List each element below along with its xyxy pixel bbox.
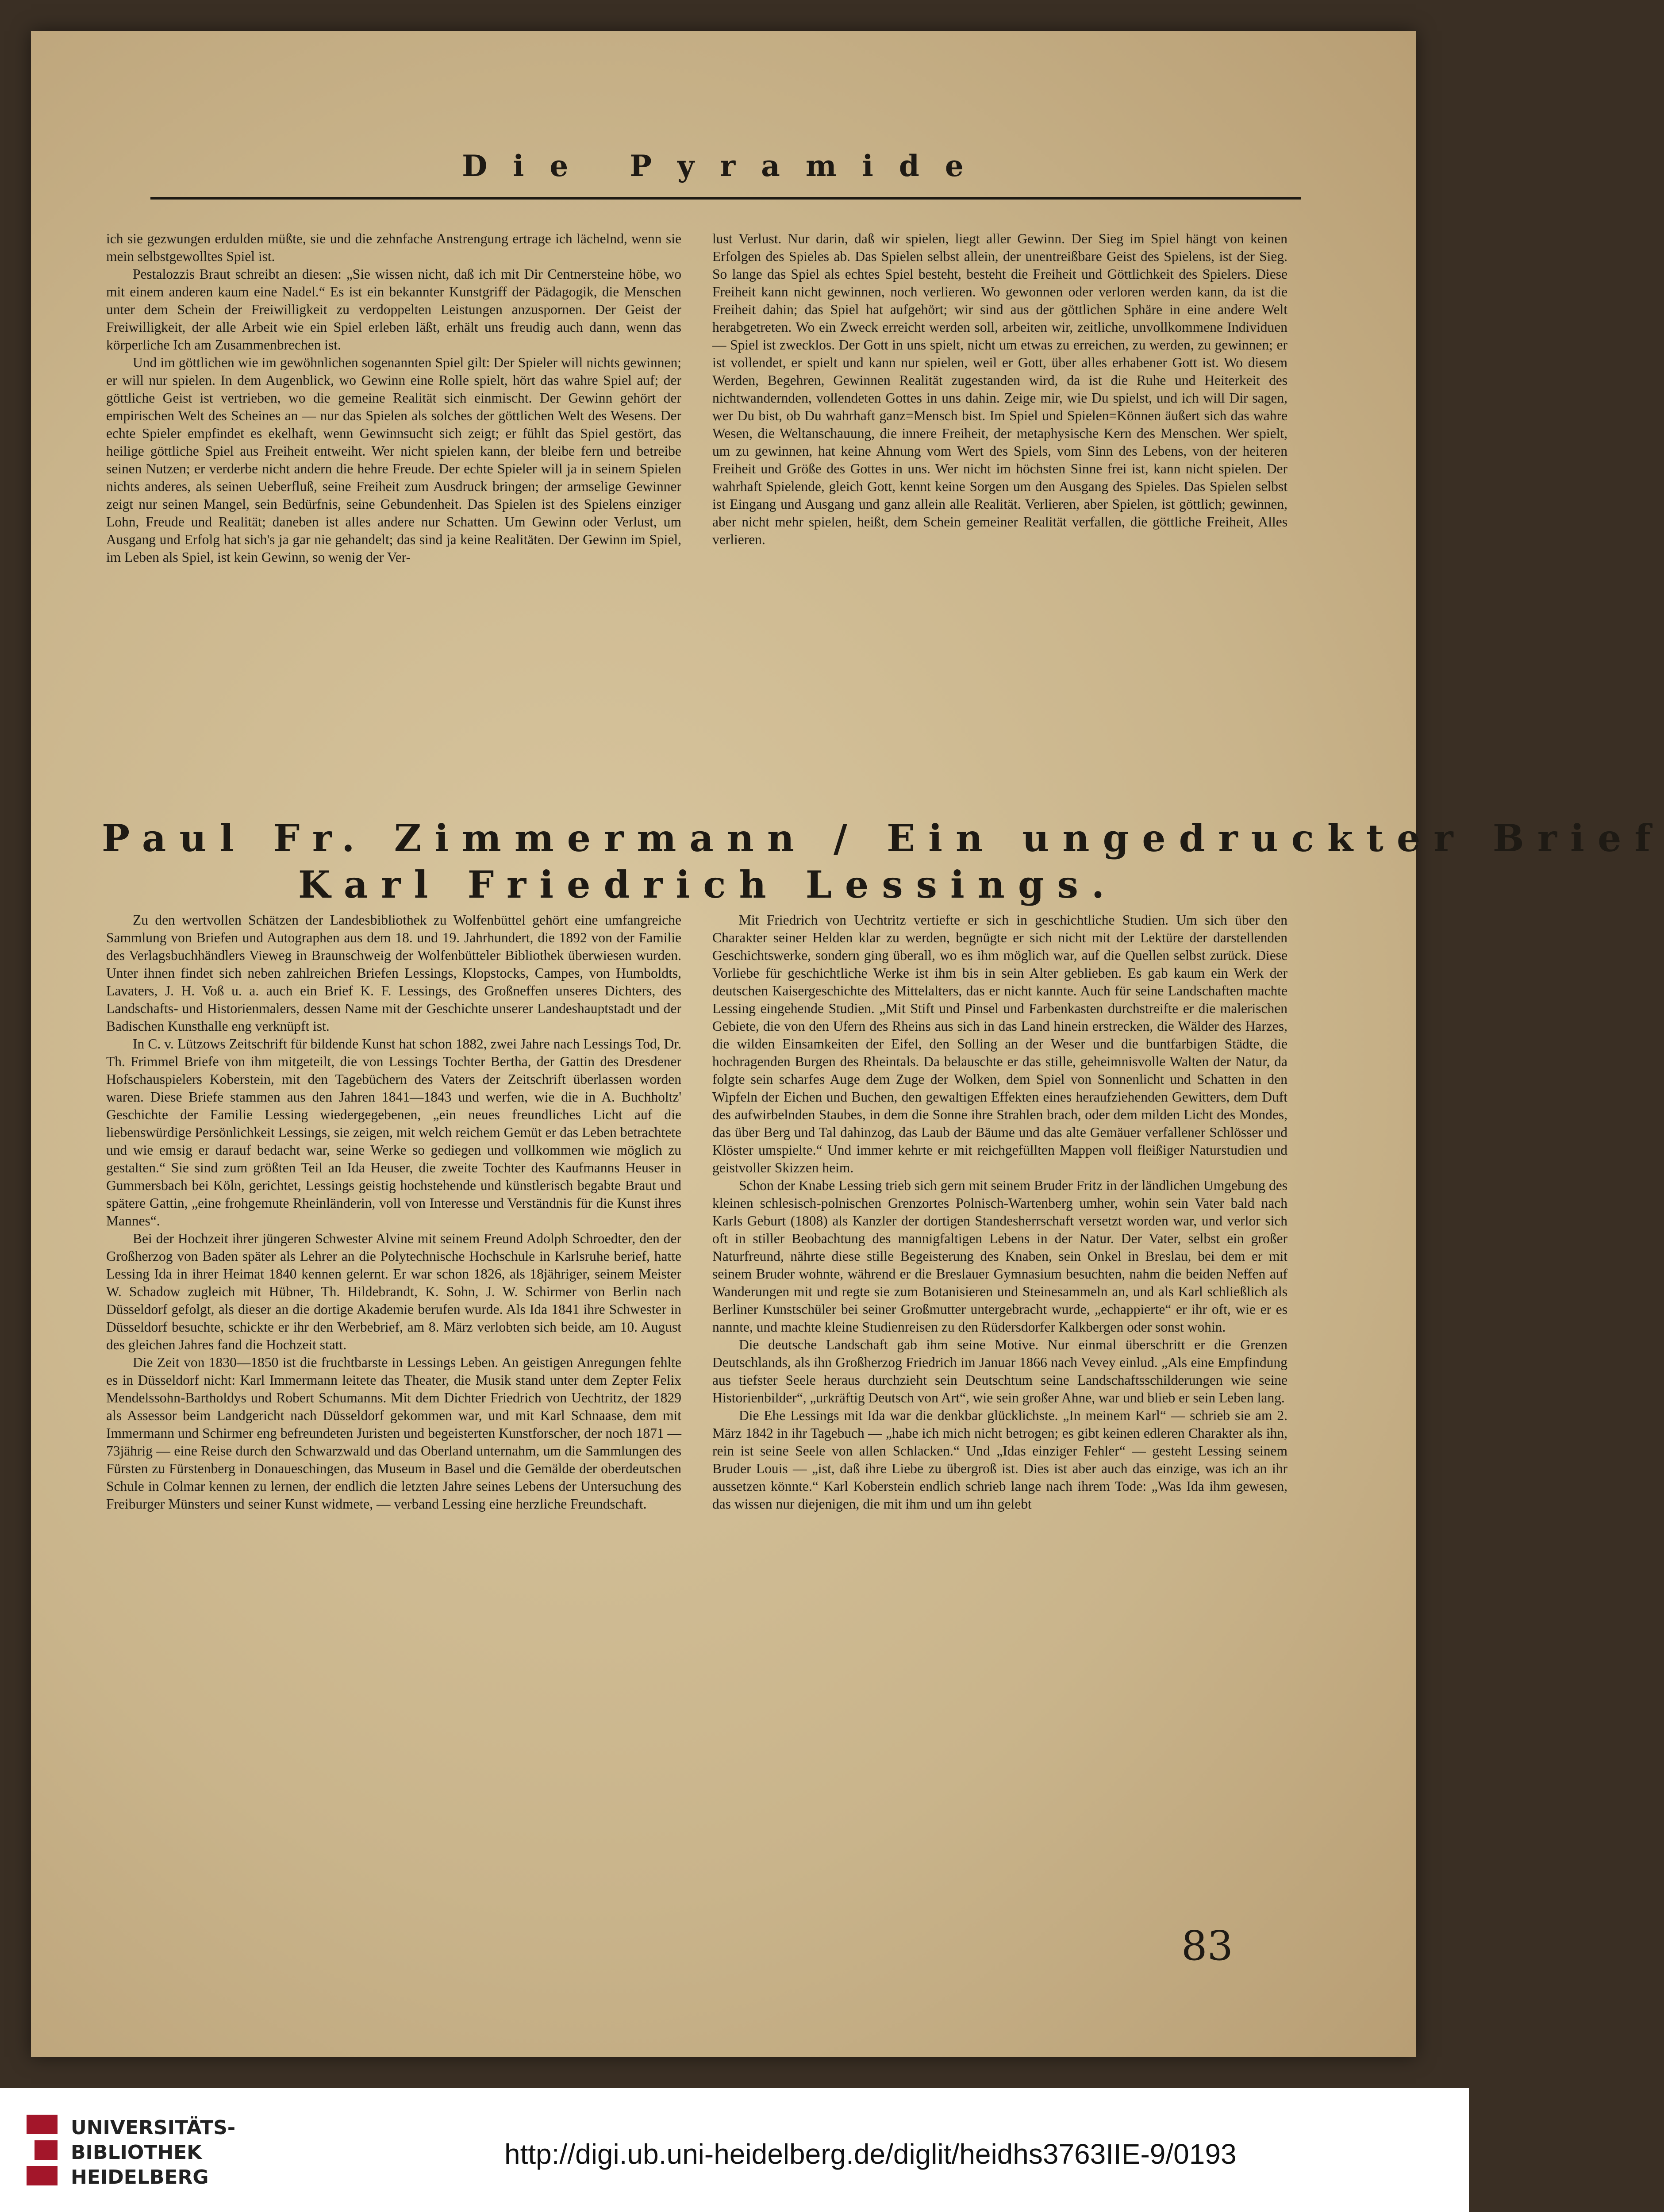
bottom-right-column	[712, 911, 1287, 1973]
bottom-left-column	[106, 911, 681, 1973]
page-number: 83	[1181, 1922, 1234, 1970]
paragraph: lust Verlust. Nur darin, daß wir spielen, liegt aller Gewinn. Der Sieg im Spiel hängt von keinen Erfolgen des Spieles ab. Das Spielen selbst allein, der unentreißbare Geist des Spielens, ist der Sieg. So lange das Spiel als echtes Spiel besteht, besteht die Freiheit und Göttlichkeit des Spielers. Diese Freiheit kann nicht gewinnen, noch verlieren. Wo gewonnen oder verloren werden kann, da ist die Freiheit dahin; das Spiel hat aufgehört; wir sind aus der göttlichen Sphäre in eine andere Welt herabgetreten. Wo ein Zweck erreicht werden soll, arbeiten wir, zeitliche, unvollkommene Individuen — Spiel ist zwecklos. Der Gott in uns spielt, nicht um etwas zu erreichen, zu werden, zu gewinnen; er ist vollendet, er spielt und kann nur spielen, weil er Gott, über alles erhabener Gott ist. Wo diesem Werden, Begehren, Gewinnen Realität zugestanden wird, da ist die Ruhe und Heiterkeit des nichtwandernden, vollendeten Gottes in uns dahin. Zeige mir, wie Du spielst, und ich will Dir sagen, wer Du bist, ob Du wahrhaft ganz=Mensch bist. Im Spiel und Spielen=Können äußert sich das wahre Wesen, die Weltanschauung, die innere Freiheit, der metaphysische Kern des Menschen. Wer spielt, um zu gewinnen, hat keine Ahnung vom Wert des Spiels, vom Sinn des Lebens, von der heiteren Freiheit und Größe des Gottes in uns. Wer nicht im höchsten Sinne frei ist, kann nicht spielen. Der wahrhaft Spielende, gleich Gott, kennt keine Sorgen um den Ausgang des Spieles. Das Spielen selbst ist Eingang und Ausgang und ganz allein alle Realität. Verlieren, aber Spielen, ist göttlich; gewinnen, aber nicht mehr spielen, heißt, dem Schein gemeiner Realität verfallen, die göttliche Freiheit, Alles verlieren.	[712, 231, 1287, 547]
paragraph: In C. v. Lützows Zeitschrift für bildende Kunst hat schon 1882, zwei Jahre nach Lessings Tod, Dr. Th. Frimmel Briefe von ihm mitgeteilt, die von Lessings Tochter Bertha, der Gattin des Dresdener Hofschauspielers Koberstein, mit den Tagebüchern des Vaters der Zeitschrift überlassen worden waren. Diese Briefe stammen aus den Jahren 1841—1843 und werfen, wie die in A. Buchholtz' Geschichte der Familie Lessing wiedergegebenen, „ein neues freundliches Licht auf die liebenswürdige Persönlichkeit Lessings, sie zeigen, mit welch reichem Gemüt er das Leben betrachtete und wie emsig er darauf bedacht war, seine Werke so gediegen und vollkommen wie möglich zu gestalten.“ Sie sind zum größten Teil an Ida Heuser, die zweite Tochter des Kaufmanns Heuser in Gummersbach bei Köln, gerichtet, Lessings geistig hochstehende und künstlerisch begabte Braut und spätere Gattin, „eine frohgemute Rheinländerin, voll von Interesse und Verständnis für die Kunst ihres Mannes“.	[106, 1036, 681, 1229]
institution-name	[71, 2116, 235, 2190]
institution-line: UNIVERSITÄTS-	[71, 2116, 236, 2139]
university-library-logo-icon	[27, 2115, 58, 2185]
paragraph: Bei der Hochzeit ihrer jüngeren Schwester Alvine mit seinem Freund Adolph Schroedter, den der Großherzog von Baden später als Lehrer an die Polytechnische Hochschule in Karlsruhe berief, hatte Lessing Ida in ihrer Heimat 1840 kennen gelernt. Er war schon 1826, als 18jähriger, seinem Meister W. Schadow zugleich mit Hübner, Th. Hildebrandt, K. Sohn, J. W. Schirmer von Berlin nach Düsseldorf gefolgt, als dieser an die dortige Akademie berufen wurde. Als Ida 1841 ihre Schwester in Düsseldorf besuchte, schickte er ihr den Werbebrief, am 8. März verlobten sich beide, am 10. August des gleichen Jahres fand die Hochzeit statt.	[106, 1231, 681, 1352]
library-footer	[0, 2088, 1469, 2212]
paragraph: ich sie gezwungen erdulden müßte, sie und die zehnfache Anstrengung ertrage ich lächelnd, wenn sie mein selbstgewolltes Spiel ist.	[106, 231, 681, 264]
article-title-line-2: Karl Friedrich Lessings.	[298, 863, 1118, 906]
paragraph: Schon der Knabe Lessing trieb sich gern mit seinem Bruder Fritz in der ländlichen Umgebung des kleinen schlesisch-polnischen Grenzortes Polnisch-Wartenberg umher, wohin sein Vater bald nach Karls Geburt (1808) als Kanzler der dortigen Standesherrschaft versetzt worden war, und verlor sich oft in stiller Beobachtung des mannigfaltigen Lebens in der Natur. Der Vater, selbst ein großer Naturfreund, nährte diese stille Begeisterung des Knaben, sein Onkel in Breslau, bei dem er mit seinem Bruder wohnte, während er die Breslauer Gymnasium besuchten, nahm die beiden Neffen auf Wanderungen mit und regte sie zum Botanisieren und Steinesammeln an, und als Karl schließlich als Berliner Kunstschüler bei seiner Großmutter untergebracht wurde, „echappierte“ er ihr oft, wie er es nannte, und machte kleine Studienreisen zu den Rüdersdorfer Kalkbergen oder sonst wohin.	[712, 1178, 1287, 1335]
paragraph: Zu den wertvollen Schätzen der Landesbibliothek zu Wolfenbüttel gehört eine umfangreiche Sammlung von Briefen und Autographen aus dem 18. und 19. Jahrhundert, die 1892 von der Familie des Verlagsbuchhändlers Vieweg in Braunschweig der Wolfenbütteler Bibliothek überwiesen wurden. Unter ihnen findet sich neben zahlreichen Briefen Lessings, Klopstocks, Campes, von Humboldts, Lavaters, J. H. Voß u. a. auch ein Brief K. F. Lessings, des Großneffen unseres Dichters, des Landschafts- und Historienmalers, dessen Name mit der Geschichte unserer Landeshauptstadt und der Badischen Kunsthalle eng verknüpft ist.	[106, 912, 681, 1034]
paragraph: Pestalozzis Braut schreibt an diesen: „Sie wissen nicht, daß ich mit Dir Centnersteine höbe, wo mit einem anderen kaum eine Nadel.“ Es ist ein bekannter Kunstgriff der Pädagogik, die Menschen unter dem Schein der Freiwilligkeit zu verdoppelten Leistungen anzuspornen. Der Geist der Freiwilligkeit, der alle Arbeit wie ein Spiel erleben läßt, erhält uns freudig auch dann, wenn das körperliche Ich am Zusammenbrechen ist.	[106, 266, 681, 353]
paragraph: Die deutsche Landschaft gab ihm seine Motive. Nur einmal überschritt er die Grenzen Deutschlands, als ihn Großherzog Friedrich im Januar 1866 nach Vevey einlud. „Als eine Empfindung aus tiefster Seele heraus durchzieht sein Deutschtum seine Landschaftsschilderungen wie seine Historienbilder“, „urkräftig Deutsch von Art“, wie sein großer Ahne, war und blieb er sein Leben lang.	[712, 1337, 1287, 1406]
permalink-url[interactable]: http://digi.ub.uni-heidelberg.de/diglit/heidhs3763IIE-9/0193	[504, 2138, 1237, 2170]
paragraph: Die Zeit von 1830—1850 ist die fruchtbarste in Lessings Leben. An geistigen Anregungen fehlte es in Düsseldorf nicht: Karl Immermann leitete das Theater, die Musik stand unter dem Zepter Felix Mendelssohn-Bartholdys und Robert Schumanns. Mit dem Dichter Friedrich von Uechtritz, der 1829 als Assessor beim Landgericht nach Düsseldorf gekommen war, und mit Karl Schnaase, dem mit Immermann und Schirmer eng befreundeten Juristen und begeisterten Kunstforscher, der noch 1871 — 73jährig — eine Reise durch den Schwarzwald und das Oberland unternahm, um die Sammlungen des Fürsten zu Fürstenberg in Donaueschingen, das Museum in Basel und die Gemälde der oberdeutschen Schule in Colmar kennen zu lernen, der endlich die letzten Jahre seines Lebens der Untersuchung des Freiburger Münsters und seiner Kunst widmete, — verband Lessing eine herzliche Freundschaft.	[106, 1355, 681, 1512]
article-title-line-1: Paul Fr. Zimmermann / Ein ungedruckter Brief	[102, 816, 1664, 860]
paragraph: Und im göttlichen wie im gewöhnlichen sogenannten Spiel gilt: Der Spieler will nichts gewinnen; er will nur spielen. In dem Augenblick, wo Gewinn eine Rolle spielt, hört das wahre Spiel auf; der göttliche Geist ist vertrieben, wo die gemeine Realität sich einmischt. Der Gewinn gehört der empirischen Welt des Scheines an — nur das Spielen als solches der göttlichen Welt des Wesens. Der echte Spieler empfindet es ekelhaft, wenn Gewinnsucht sich zeigt; er fühlt das Spiel gestört, das heilige göttliche Spiel aus Freiheit entweiht. Wer nicht spielen kann, der bleibe fern und betreibe seinen Nutzen; er verderbe nicht andern die hehre Freude. Der echte Spieler will ja in seinem Spielen nichts anderes, als seinen Ueberfluß, seine Freiheit zum Ausdruck bringen; der armselige Gewinner zeigt nur seinen Mangel, sein Bedürfnis, seine Gebundenheit. Das Spielen ist des Spielens einziger Lohn, Freude und Realität; daneben ist alles andere nur Schatten. Um Gewinn oder Verlust, um Ausgang und Erfolg hat sich's ja gar nie gehandelt; das sind ja keine Realitäten. Der Gewinn im Spiel, im Leben als Spiel, ist kein Gewinn, so wenig der Ver-	[106, 355, 681, 565]
top-left-column	[106, 230, 681, 779]
institution-line: HEIDELBERG	[71, 2166, 209, 2189]
top-right-column	[712, 230, 1287, 779]
institution-line: BIBLIOTHEK	[71, 2141, 202, 2164]
scanned-page	[31, 31, 1664, 2057]
paragraph: Die Ehe Lessings mit Ida war die denkbar glücklichste. „In meinem Karl“ — schrieb sie am 2. März 1842 in ihr Tagebuch — „habe ich mich nicht betrogen; es gibt keinen edleren Charakter als ihn, rein ist seine Seele von allen Schlacken.“ Und „Idas einziger Fehler“ — gesteht Lessing seinem Bruder Louis — „ist, daß ihre Liebe zu übergroß ist. Dies ist aber auch das einzige, was ich an ihr aussetzen könnte.“ Karl Koberstein endlich schrieb lange nach ihrem Tode: „Was Ida ihm gewesen, das wissen nur diejenigen, die mit ihm und um ihn gelebt	[712, 1408, 1287, 1512]
paragraph: Mit Friedrich von Uechtritz vertiefte er sich in geschichtliche Studien. Um sich über den Charakter seiner Helden klar zu werden, begnügte er sich nicht mit der Lektüre der darstellenden Geschichtswerke, sondern ging überall, wo es ihm möglich war, auf die Quellen selbst zurück. Diese Vorliebe für geschichtliche Werke ist ihm bis in sein Alter geblieben. Es gab kaum ein Werk der deutschen Kaisergeschichte des Mittelalters, das er nicht kannte. Auch für seine Landschaften machte Lessing eingehende Studien. „Mit Stift und Pinsel und Farbenkasten durchstreifte er die malerischen Gebiete, die von den Ufern des Rheins aus sich in das Land hinein erstrecken, die Wälder des Harzes, die wilden Einsamkeiten der Eifel, den Solling an der Weser und die buntfarbigen Städte, die hochragenden Burgen des Rheintals. Da belauschte er das stille, geheimnisvolle Walten der Natur, da folgte sein scharfes Auge dem Zuge der Wolken, dem Spiel von Sonnenlicht und Schatten in den Wipfeln der Eichen und Buchen, den gewaltigen Effekten eines heraufziehenden Gewitters, dem Duft des aufwirbelnden Staubes, in dem die Sonne ihre Strahlen brach, oder dem milden Licht des Mondes, das über Berg und Tal dahinzog, das Laub der Bäume und das alte Gemäuer verfallener Schlösser und Klöster umspielte.“ Und immer kehrte er mit reichgefüllten Mappen voll fleißiger Naturstudien und geistvoller Skizzen heim.	[712, 912, 1287, 1175]
running-head: Die Pyramide	[150, 135, 1301, 200]
